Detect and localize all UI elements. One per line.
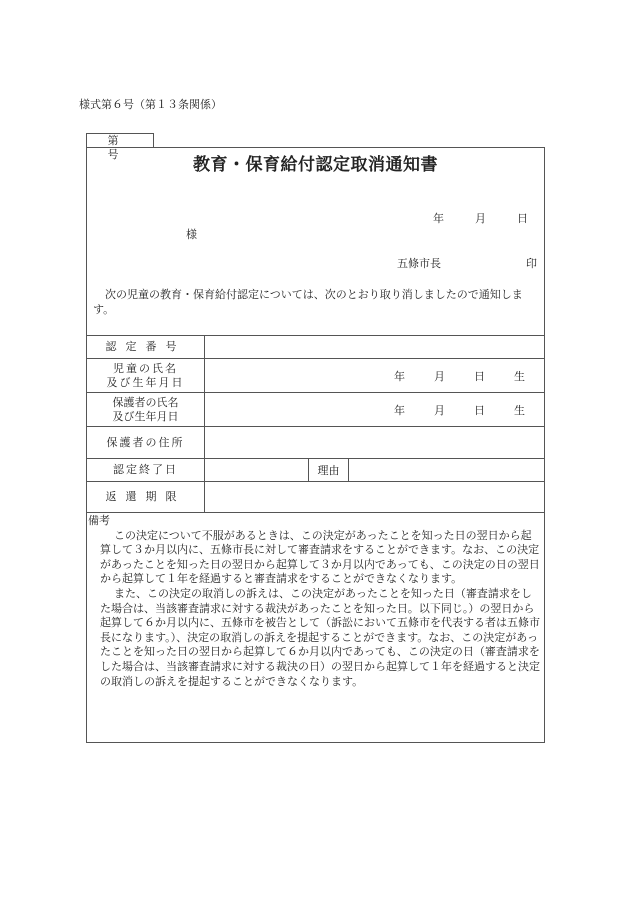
document-title: 教育・保育給付認定取消通知書 — [193, 155, 438, 175]
guardian-address-label: 保護者の住所 — [87, 427, 205, 459]
issuer-name: 五條市長 — [397, 257, 441, 270]
end-date-label: 認定終了日 — [87, 459, 205, 482]
guardian-birth-value[interactable]: 年 月 日 生 — [205, 393, 545, 427]
form-number-label: 様式第６号（第１３条関係） — [79, 98, 222, 111]
guardian-name-label: 保護者の氏名 及び生年月日 — [87, 393, 205, 427]
details-table — [86, 335, 545, 513]
notes-header: 備考 — [88, 514, 110, 527]
reason-label: 理由 — [309, 459, 349, 482]
guardian-address-value[interactable] — [205, 427, 545, 459]
child-birth-value[interactable]: 年 月 日 生 — [205, 359, 545, 393]
notes-section — [88, 514, 540, 689]
notes-paragraph-1: この決定について不服があるときは、この決定があったことを知った日の翌日から起算して３か月以内に、五條市長に対して審査請求をすることができます。なお、この決定があったことを知った日の翌日から起算して３か月以内であっても、この決定の日の翌日から起算して１年を経過すると審査請求をすることができなくなります。 — [100, 528, 540, 586]
refund-deadline-label: 返還期限 — [87, 482, 205, 513]
cert-number-value[interactable] — [205, 336, 545, 359]
refund-deadline-value[interactable] — [205, 482, 545, 513]
end-date-value[interactable] — [205, 459, 309, 482]
document-number-box: 第 号 — [86, 133, 154, 147]
intro-text: 次の児童の教育・保育給付認定については、次のとおり取り消しましたので通知します。 — [93, 288, 523, 316]
seal-mark: 印 — [526, 257, 537, 270]
notes-paragraph-2: また、この決定の取消しの訴えは、この決定があったことを知った日（審査請求をした場合は、当該審査請求に対する裁決があったことを知った日。以下同じ。）の翌日から起算して６か月以内に、五條市を被告として（訴訟において五條市を代表する者は五條市長になります。）、決定の取消しの訴えを提起することができます。なお、この決定があったことを知った日の翌日から起算して６か月以内であっても、この決定の日（審査請求をした場合は、当該審査請求に対する裁決の日）の翌日から起算して１年を経過すると決定の取消しの訴えを提起することができなくなります。 — [100, 586, 540, 688]
addressee-suffix: 様 — [186, 228, 197, 241]
issue-date: 年 月 日 — [433, 212, 538, 225]
child-name-label: 児童の氏名 及び生年月日 — [87, 359, 205, 393]
reason-value[interactable] — [349, 459, 545, 482]
cert-number-label: 認定番号 — [87, 336, 205, 359]
